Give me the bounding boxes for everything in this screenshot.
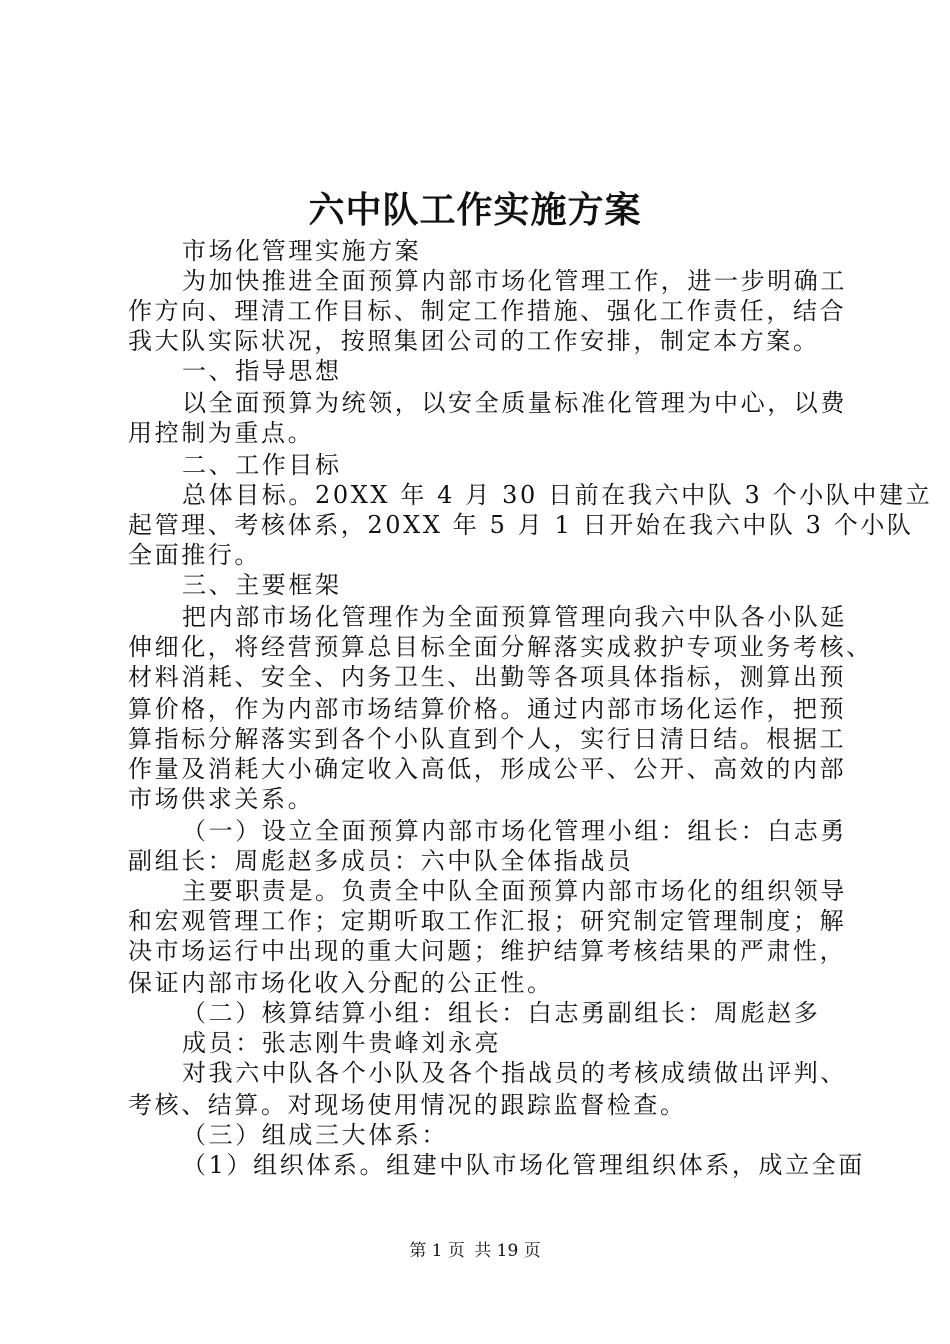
section-heading: 一、指导思想 — [182, 357, 342, 385]
paragraph-line: 起管理、考核体系，20XX 年 5 月 1 日开始在我六中队 3 个小队 — [128, 511, 914, 539]
paragraph-line: 伸细化，将经营预算总目标全面分解落实成救护专项业务考核、 — [128, 633, 873, 661]
paragraph-line: 保证内部市场化收入分配的公正性。 — [128, 969, 554, 997]
paragraph-line: 成员：张志刚牛贵峰刘永亮 — [182, 1029, 502, 1057]
section-heading: 三、主要框架 — [182, 571, 342, 599]
paragraph-line: 和宏观管理工作；定期听取工作汇报；研究制定管理制度；解 — [128, 907, 847, 935]
paragraph-line: 算指标分解落实到各个小队直到个人，实行日清日结。根据工 — [128, 725, 847, 753]
paragraph-line: 市场供求关系。 — [128, 785, 315, 813]
page-footer — [0, 1240, 950, 1262]
paragraph-line: 材料消耗、安全、内务卫生、出勤等各项具体指标，测算出预 — [128, 663, 847, 691]
paragraph-line: 主要职责是。负责全中队全面预算内部市场化的组织领导 — [182, 877, 847, 905]
paragraph-line: 用控制为重点。 — [128, 419, 315, 447]
paragraph-line: 算价格，作为内部市场结算价格。通过内部市场化运作，把预 — [128, 695, 847, 723]
paragraph-line: 市场化管理实施方案 — [182, 237, 422, 265]
section-heading: 二、工作目标 — [182, 451, 342, 479]
paragraph-line: 我大队实际状况，按照集团公司的工作安排，制定本方案。 — [128, 327, 820, 355]
paragraph-line: 决市场运行中出现的重大问题；维护结算考核结果的严肃性， — [128, 937, 847, 965]
paragraph-line: 为加快推进全面预算内部市场化管理工作，进一步明确工 — [182, 267, 847, 295]
paragraph-line: 作方向、理清工作目标、制定工作措施、强化工作责任，结合 — [128, 297, 847, 325]
paragraph-line: 以全面预算为统领，以安全质量标准化管理为中心，以费 — [182, 389, 847, 417]
paragraph-line: （三）组成三大体系： — [182, 1121, 448, 1149]
paragraph-line: 对我六中队各个小队及各个指战员的考核成绩做出评判、 — [182, 1059, 847, 1087]
paragraph-line: 全面推行。 — [128, 541, 261, 569]
page-total: 共 19 页 — [474, 1241, 541, 1261]
paragraph-line: 总体目标。20XX 年 4 月 30 日前在我六中队 3 个小队中建立 — [182, 481, 933, 509]
document-title: 六中队工作实施方案 — [308, 189, 642, 231]
paragraph-line: （一）设立全面预算内部市场化管理小组：组长：白志勇 — [182, 817, 847, 845]
paragraph-line: （1）组织体系。组建中队市场化管理组织体系，成立全面 — [182, 1151, 865, 1179]
paragraph-line: 作量及消耗大小确定收入高低，形成公平、公开、高效的内部 — [128, 755, 847, 783]
paragraph-line: （二）核算结算小组：组长：白志勇副组长：周彪赵多 — [182, 999, 821, 1027]
page-number: 第 1 页 — [409, 1241, 465, 1261]
paragraph-line: 考核、结算。对现场使用情况的跟踪监督检查。 — [128, 1091, 687, 1119]
paragraph-line: 把内部市场化管理作为全面预算管理向我六中队各小队延 — [182, 603, 847, 631]
paragraph-line: 副组长：周彪赵多成员：六中队全体指战员 — [128, 847, 634, 875]
